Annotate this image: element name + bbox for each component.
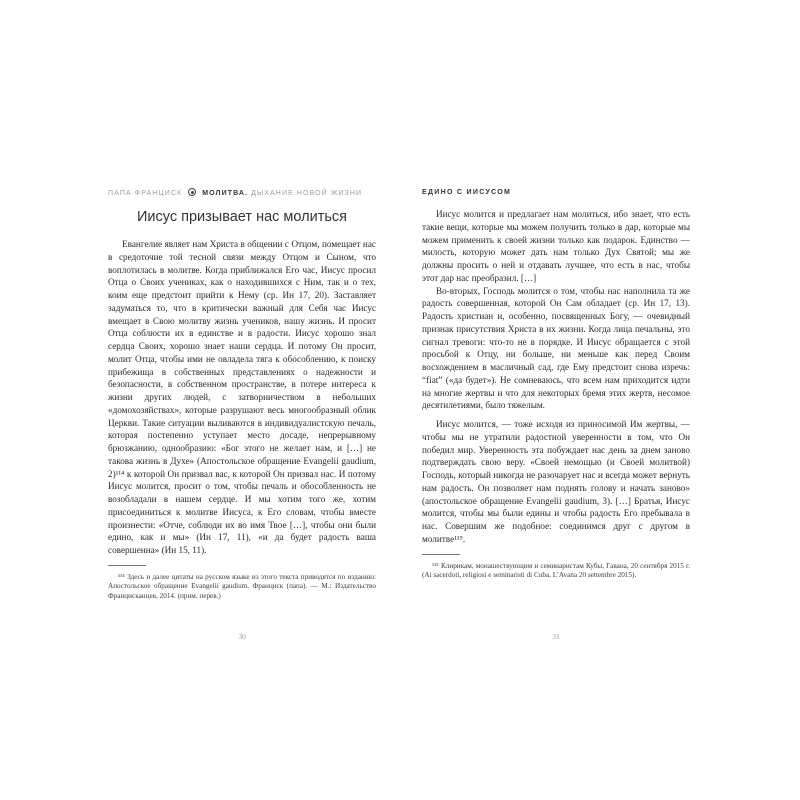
- footnote-divider: [422, 554, 460, 555]
- footnote: ¹¹⁵ Клирикам, монашествующим и семинаристам Кубы, Гавана, 20 сентября 2015 г. (Ai sacerdoti, religiosi e seminaristi di Cuba, L’Avana 20 settembre 2015).: [422, 561, 690, 579]
- paragraph: Иисус молится, — тоже исходя из приносимой Им жертвы, — чтобы мы не утратили радостной уверенности в том, что Он победил мир. Уверенность эта побуждает нас день за днем заново подтверждать свою веру. «Своей немощью (и Своей молитвой) Господь, который никогда не разочарует нас и всегда может вернуть нам радость. Он позволяет нам поднять голову и начать заново» (апостольское обращение Evangelii gaudium, 3). […] Братья, Иисус молится, чтобы мы были едины и чтобы радость Его пребывала в нас. Совершим же подобное: соединимся друг с другом в молитве¹¹⁵.: [422, 419, 690, 544]
- bullet-ring-icon: [188, 188, 196, 196]
- footnote-divider: [108, 565, 146, 566]
- chapter-title: Иисус призывает нас молиться: [136, 209, 347, 225]
- paragraph: Во-вторых, Господь молится о том, чтобы нас наполнила та же радость совершенная, которой Он Сам обладает (ср. Ин 17, 13). Радость христиан и, особенно, посвященных Богу, — очевидный признак присутствия Христа в их жизни. Когда лица печальны, это сигнал тревоги: что-то не в порядке. И Иисус обращается с этой просьбой к Отцу, ни больше, ни меньше как перед Своим восхождением в масличный сад, где Ему предстоит снова изречь: “fiat” («да будет»). Не сомневаюсь, что всем нам приходится идти на многие жертвы и что для некоторых бремя этих жертв, несомое десятилетиями, было тяжелым.: [422, 285, 690, 411]
- paragraph: Евангелие являет нам Христа в общении с Отцом, помещает нас в средоточие той тесной связи между Отцом и Сыном, что воплотилась в молитве. Когда приближался Его час, Иисус просил Отца о Своих учениках, как о находившихся с Ним, так и о тех, коим еще предстоит прийти к Нему (ср. Ин 17, 20). Заставляет задуматься то, что в критически важный для Себя час Иисус вмещает в Свою молитву жизнь учеников, нашу жизнь. И просит Отца соблюсти их в единстве и в радости. Иисус хорошо знал сердца Своих, хорошо знает наши сердца. И потому Он просит, молит Отца, чтобы ими не овладела тяга к обособлению, к поиску прибежища в собственных представлениях о надежности и безопасности, в собственном пространстве, в потере интереса к жизни других людей, с затворничеством в небольших «домохозяйствах», которые разрушают весь многообразный облик Церкви. Такие ситуации выливаются в индивидуалистскую печаль, которая постепенно уступает место досаде, непрерывному брюзжанию, однообразию: «Бог этого не желает нам, и […] не такова жизнь в Духе» (Апостольское обращение Evangelii gaudium, 2)¹¹⁴ к которой Он призвал вас, к которой Он призвал нас. И потому Иисус молится, просит о том, чтобы печаль и обособленность не возобладали в нашем сердце. И мы хотим того же, хотим присоединиться к молитве Иисуса, к Его словам, чтобы вместе произнести: «Отче, соблюди их во имя Твое […], чтобы они были едино, как и мы» (Ин 17, 11), «и да будет радость ваша совершенна» (Ин 15, 11).: [108, 239, 376, 555]
- paragraph: Иисус молится и предлагает нам молиться, ибо знает, что есть такие вещи, которые мы можем получить только в дар, которые мы можем применить к своей жизни только как подарок. Единство — милость, которую может дать нам только Дух Святой; мы же должны просить о ней и отдавать лучшее, что есть в нас, чтобы этот дар нас преобразил. […]: [422, 209, 690, 283]
- page-number-right: 31: [552, 632, 560, 641]
- footnote: ¹¹⁴ Здесь и далее цитаты на русском языке из этого текста приводятся по изданию: Апостольское обращение Evangelii gaudium. Франциск (папа). — М.: Издательство Францисканцев, 2014. (прим. перев.): [108, 572, 376, 600]
- running-head-section: МОЛИТВА.: [202, 190, 249, 197]
- running-head-left: [108, 188, 376, 198]
- page-number-left: 30: [238, 632, 246, 641]
- left-page: [108, 188, 376, 618]
- running-head-subtitle: ДЫХАНИЕ НОВОЙ ЖИЗНИ: [251, 190, 363, 197]
- running-head-author: ПАПА ФРАНЦИСК: [108, 190, 183, 197]
- running-head-right: ЕДИНО С ИИСУСОМ: [422, 189, 512, 196]
- right-page: [422, 188, 690, 618]
